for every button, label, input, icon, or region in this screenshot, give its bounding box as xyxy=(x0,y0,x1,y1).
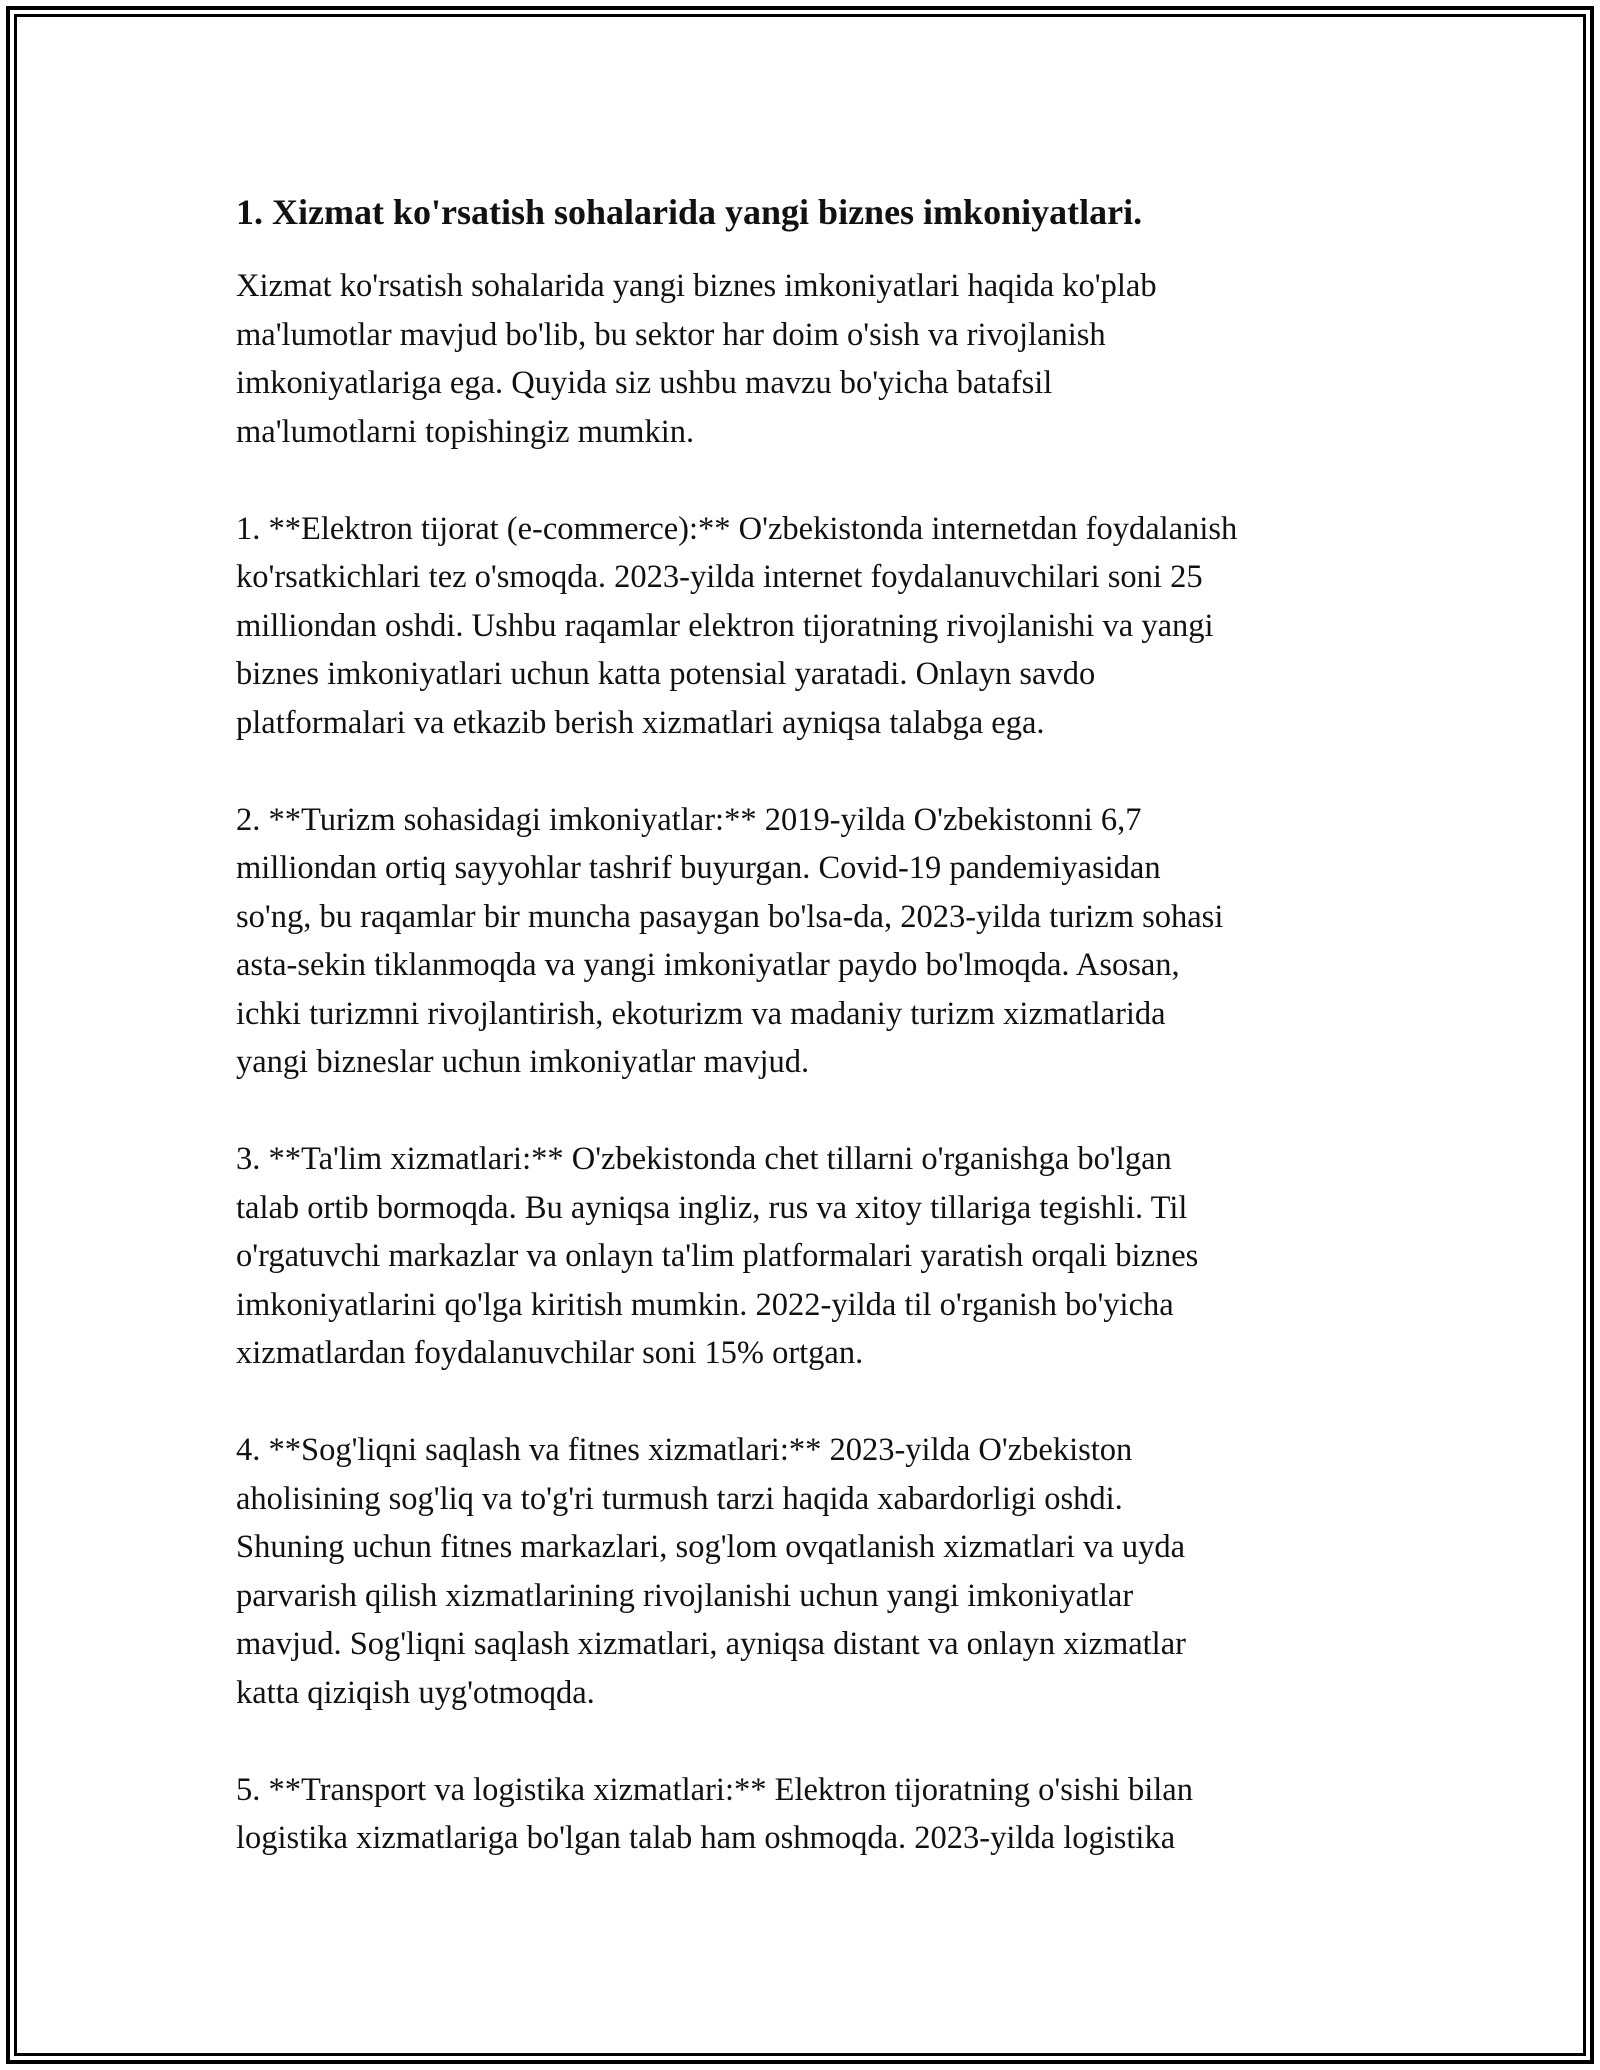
paragraph xyxy=(236,1426,1386,1717)
paragraph-line: Shuning uchun fitnes markazlari, sog'lom ovqatlanish xizmatlari va uyda xyxy=(236,1529,1186,1565)
paragraph-line: 4. **Sog'liqni saqlash va fitnes xizmatlari:** 2023-yilda O'zbekiston xyxy=(236,1432,1133,1468)
paragraph-line: imkoniyatlarini qo'lga kiritish mumkin. 2022-yilda til o'rganish bo'yicha xyxy=(236,1286,1174,1323)
paragraph-line: milliondan ortiq sayyohlar tashrif buyurgan. Covid-19 pandemiyasidan xyxy=(236,850,1161,886)
document-body xyxy=(236,188,1386,1911)
document-heading: 1. Xizmat ko'rsatish sohalarida yangi biznes imkoniyatlari. xyxy=(236,192,1143,232)
paragraph-line: ko'rsatkichlari tez o'smoqda. 2023-yilda internet foydalanuvchilari soni 25 xyxy=(236,559,1203,595)
paragraph-line: ma'lumotlar mavjud bo'lib, bu sektor har doim o'sish va rivojlanish xyxy=(236,316,1106,353)
paragraph-line: 3. **Ta'lim xizmatlari:** O'zbekistonda chet tillarni o'rganishga bo'lgan xyxy=(236,1141,1172,1177)
paragraph-line: so'ng, bu raqamlar bir muncha pasaygan bo'lsa-da, 2023-yilda turizm sohasi xyxy=(236,898,1224,935)
paragraph-line: milliondan oshdi. Ushbu raqamlar elektron tijoratning rivojlanishi va yangi xyxy=(236,607,1214,644)
paragraph-line: parvarish qilish xizmatlarining rivojlanishi uchun yangi imkoniyatlar xyxy=(236,1577,1134,1614)
paragraph-line: katta qiziqish uyg'otmoqda. xyxy=(236,1674,595,1711)
paragraph-line: asta-sekin tiklanmoqda va yangi imkoniyatlar paydo bo'lmoqda. Asosan, xyxy=(236,947,1180,983)
paragraph-list xyxy=(236,262,1386,1863)
paragraph xyxy=(236,262,1386,456)
paragraph-line: imkoniyatlariga ega. Quyida siz ushbu mavzu bo'yicha batafsil xyxy=(236,365,1053,401)
paragraph-line: biznes imkoniyatlari uchun katta potensial yaratadi. Onlayn savdo xyxy=(236,656,1096,692)
paragraph-line: 1. **Elektron tijorat (e-commerce):** O'zbekistonda internetdan foydalanish xyxy=(236,510,1238,547)
paragraph-line: platformalari va etkazib berish xizmatlari ayniqsa talabga ega. xyxy=(236,704,1045,741)
paragraph-line: mavjud. Sog'liqni saqlash xizmatlari, ayniqsa distant va onlayn xizmatlar xyxy=(236,1626,1186,1662)
paragraph-line: aholisining sog'liq va to'g'ri turmush tarzi haqida xabardorligi oshdi. xyxy=(236,1480,1123,1517)
paragraph-line: o'rgatuvchi markazlar va onlayn ta'lim platformalari yaratish orqali biznes xyxy=(236,1238,1199,1274)
paragraph xyxy=(236,796,1386,1087)
paragraph-line: logistika xizmatlariga bo'lgan talab ham oshmoqda. 2023-yilda logistika xyxy=(236,1820,1176,1856)
paragraph-line: Xizmat ko'rsatish sohalarida yangi biznes imkoniyatlari haqida ko'plab xyxy=(236,268,1157,304)
paragraph-line: ichki turizmni rivojlantirish, ekoturizm va madaniy turizm xizmatlarida xyxy=(236,995,1166,1032)
paragraph-line: 2. **Turizm sohasidagi imkoniyatlar:** 2019-yilda O'zbekistonni 6,7 xyxy=(236,801,1142,838)
paragraph-line: yangi bizneslar uchun imkoniyatlar mavjud. xyxy=(236,1044,810,1080)
paragraph xyxy=(236,1135,1386,1378)
paragraph-line: ma'lumotlarni topishingiz mumkin. xyxy=(236,413,695,450)
paragraph-line: xizmatlardan foydalanuvchilar soni 15% ortgan. xyxy=(236,1335,864,1371)
paragraph-line: 5. **Transport va logistika xizmatlari:** Elektron tijoratning o'sishi bilan xyxy=(236,1771,1193,1808)
paragraph xyxy=(236,505,1386,748)
paragraph xyxy=(236,1766,1386,1863)
paragraph-line: talab ortib bormoqda. Bu ayniqsa ingliz, rus va xitoy tillariga tegishli. Til xyxy=(236,1189,1188,1226)
